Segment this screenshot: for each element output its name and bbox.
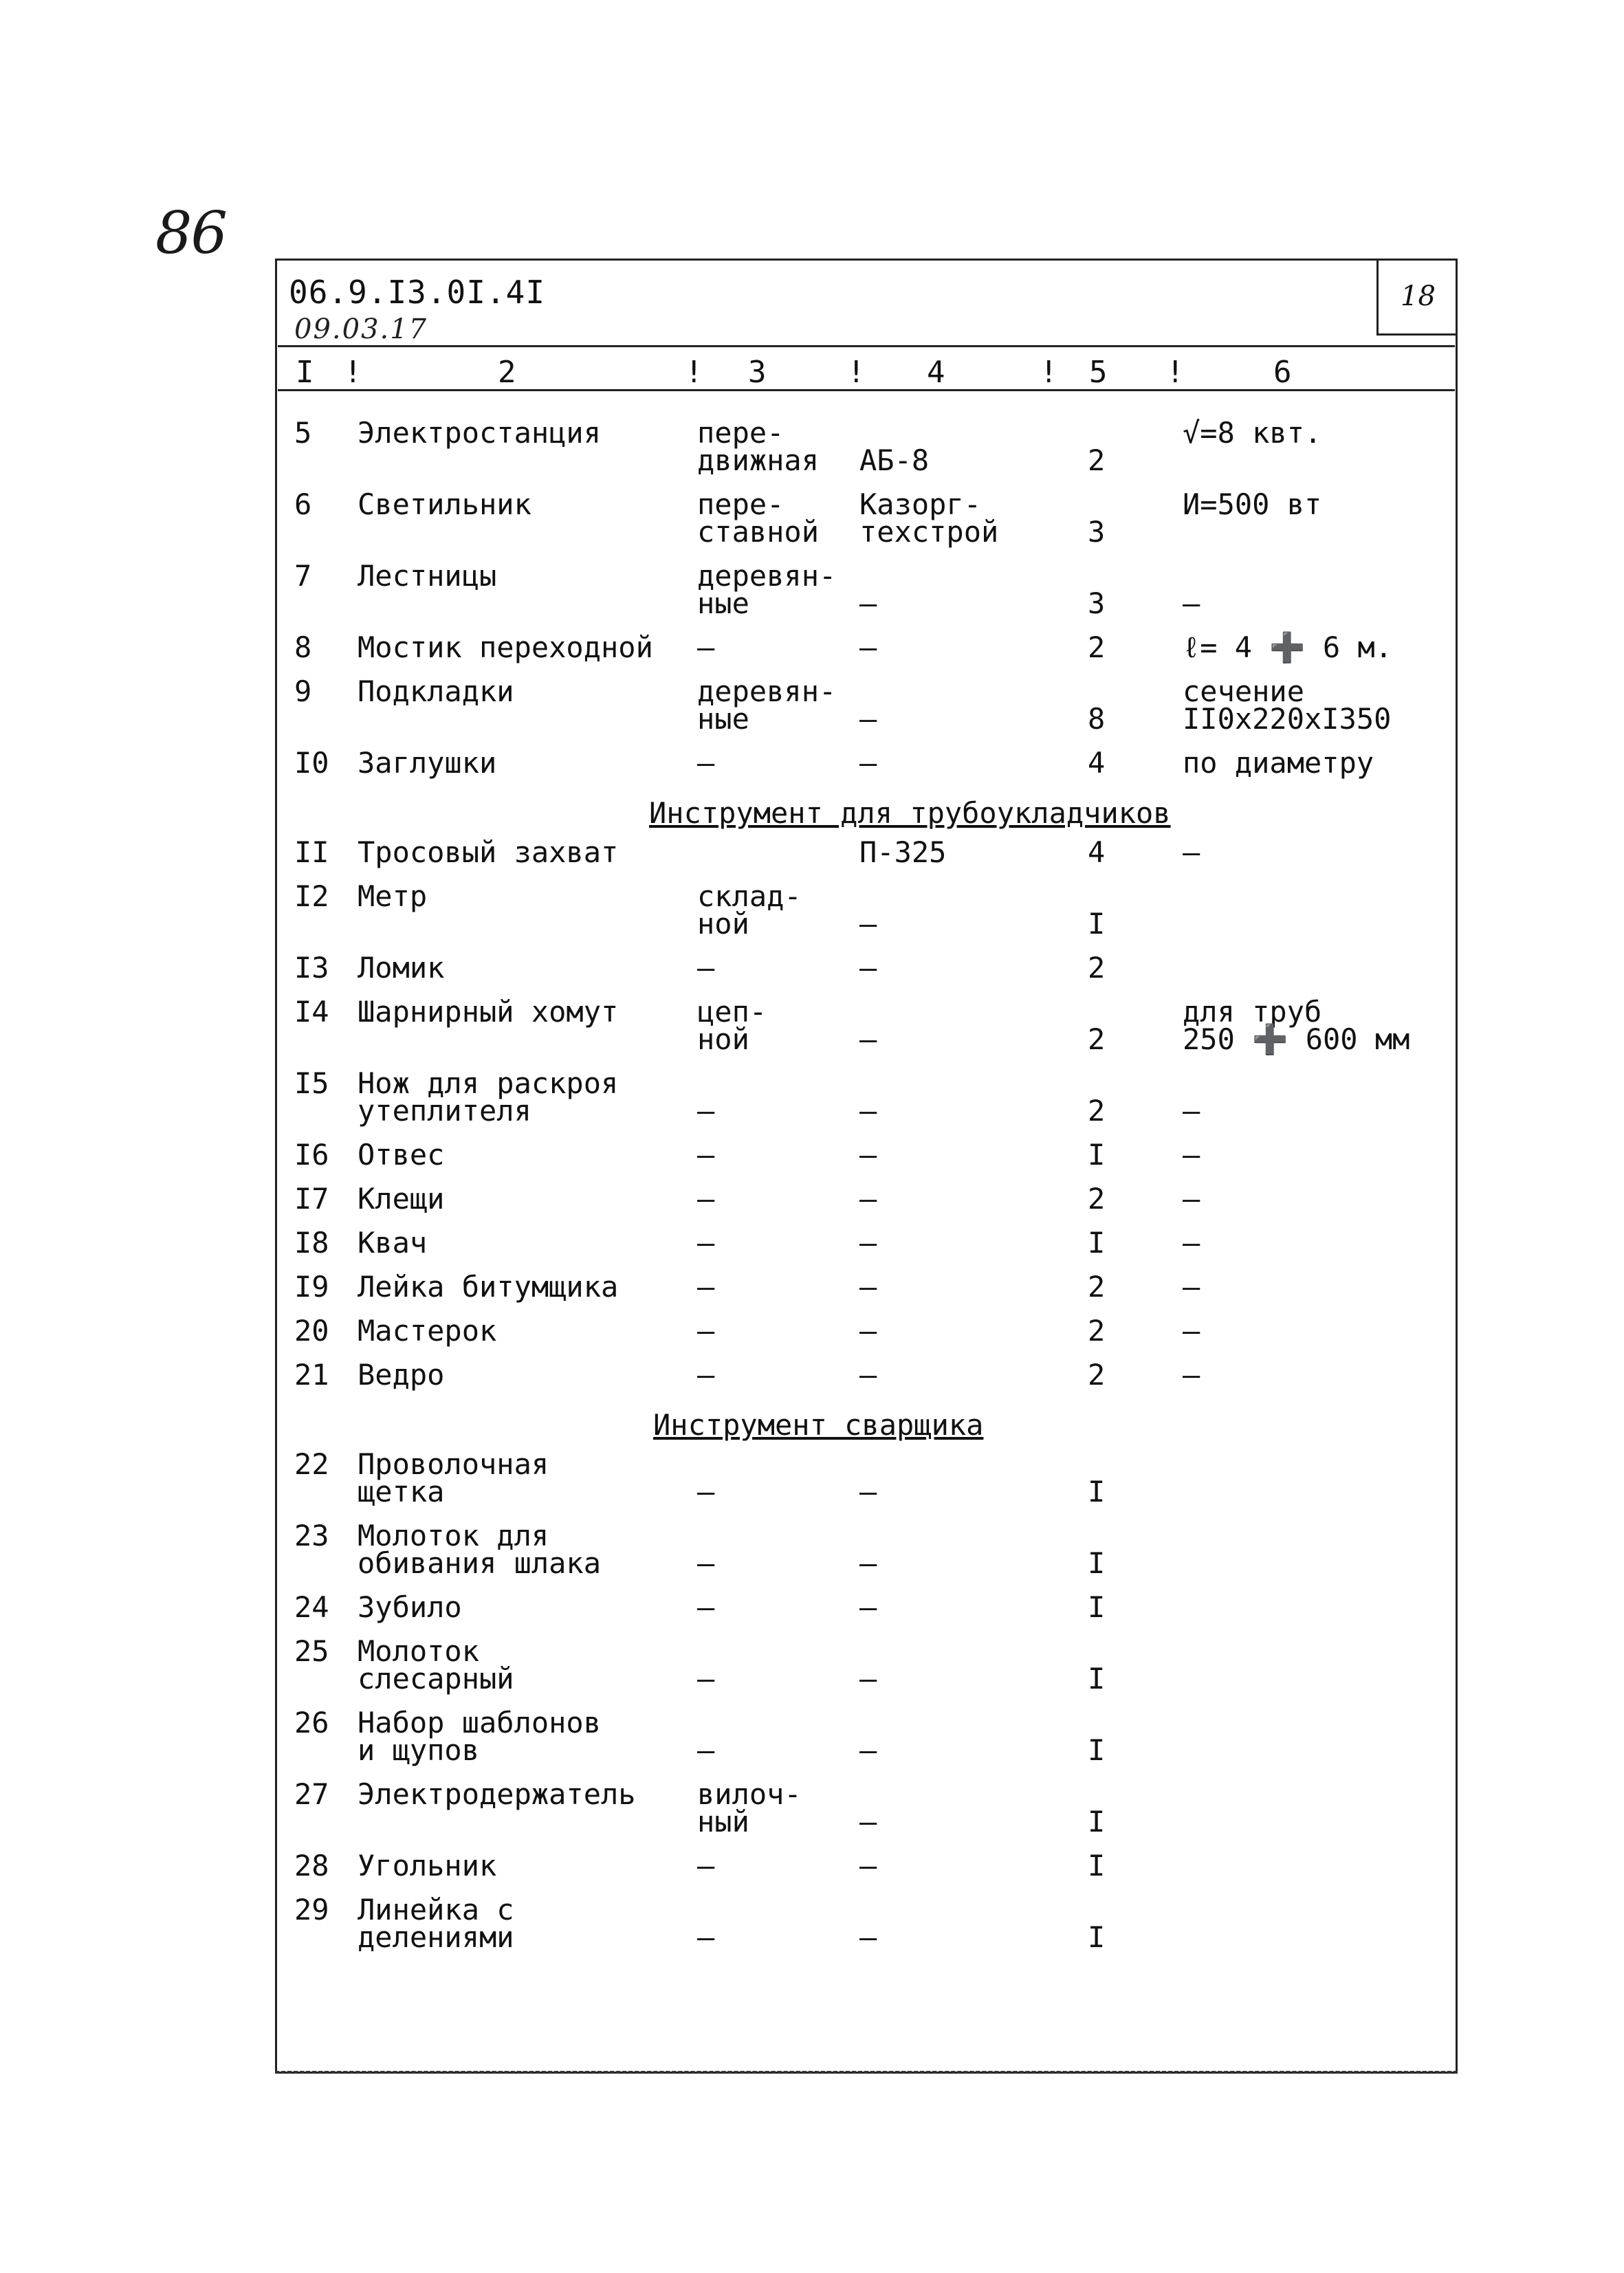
item-note: И=500 вт <box>1183 487 1322 521</box>
item-name: Ведро <box>358 1358 445 1392</box>
item-name: Клещи <box>358 1182 445 1216</box>
item-model: – <box>859 907 877 941</box>
item-note: – <box>1183 835 1200 869</box>
item-name: Электродержатель <box>358 1777 636 1811</box>
item-model: техстрой <box>859 515 999 549</box>
item-type: – <box>697 1358 715 1392</box>
item-quantity: 4 <box>1088 746 1106 780</box>
row-number: 9 <box>294 674 312 708</box>
item-quantity: I <box>1088 907 1106 941</box>
item-type: – <box>697 1849 715 1882</box>
item-type: – <box>697 1590 715 1624</box>
row-number: 28 <box>294 1849 329 1882</box>
item-note: – <box>1183 1358 1200 1392</box>
item-quantity: I <box>1088 1920 1106 1954</box>
item-name: Молоток <box>358 1634 480 1668</box>
item-name: Квач <box>358 1226 428 1260</box>
item-quantity: I <box>1088 1226 1106 1260</box>
column-header-I: I <box>296 355 314 390</box>
item-model: – <box>859 1094 877 1128</box>
item-quantity: 2 <box>1088 443 1106 477</box>
page-number: 86 <box>155 199 226 267</box>
row-number: 7 <box>294 559 312 593</box>
item-name: делениями <box>358 1920 514 1954</box>
row-number: 6 <box>294 487 312 521</box>
item-note: – <box>1183 586 1200 620</box>
item-model: – <box>859 1270 877 1304</box>
row-number: I7 <box>294 1182 329 1216</box>
item-type: ной <box>697 907 749 941</box>
item-name: Зубило <box>358 1590 462 1624</box>
item-type: – <box>697 1270 715 1304</box>
item-quantity: 2 <box>1088 1094 1106 1128</box>
column-separator: ! <box>344 355 362 390</box>
item-model: – <box>859 1805 877 1838</box>
row-number: 21 <box>294 1358 329 1392</box>
sheet-number: 18 <box>1401 280 1436 312</box>
item-quantity: I <box>1088 1475 1106 1508</box>
item-name: Набор шаблонов <box>358 1706 602 1739</box>
item-name: Мостик переходной <box>358 630 653 664</box>
item-model: – <box>859 1138 877 1172</box>
item-quantity: 2 <box>1088 1182 1106 1216</box>
column-separator: ! <box>685 355 703 390</box>
item-name: Отвес <box>358 1138 445 1172</box>
item-name: Линейка с <box>358 1893 514 1926</box>
item-name: щетка <box>358 1475 445 1508</box>
item-note: – <box>1183 1138 1200 1172</box>
item-quantity: 2 <box>1088 1314 1106 1348</box>
row-number: 23 <box>294 1519 329 1552</box>
item-note: – <box>1183 1094 1200 1128</box>
column-header-3: 3 <box>748 355 767 390</box>
item-quantity: 2 <box>1088 1022 1106 1056</box>
item-type: цеп- <box>697 995 767 1029</box>
row-number: I0 <box>294 746 329 780</box>
item-model: – <box>859 1546 877 1580</box>
item-name: обивания шлака <box>358 1546 602 1580</box>
item-model: – <box>859 630 877 664</box>
row-number: 20 <box>294 1314 329 1348</box>
row-number: 27 <box>294 1777 329 1811</box>
item-type: пере- <box>697 487 784 521</box>
item-name: Молоток для <box>358 1519 549 1552</box>
column-separator: ! <box>1040 355 1058 390</box>
section-heading: Инструмент для трубоукладчиков <box>649 796 1171 830</box>
item-quantity: I <box>1088 1733 1106 1767</box>
column-separator: ! <box>847 355 866 390</box>
item-note: ℓ= 4 ➕ 6 м. <box>1183 630 1393 664</box>
item-type: деревян- <box>697 674 837 708</box>
row-number: I5 <box>294 1066 329 1100</box>
row-number: 25 <box>294 1634 329 1668</box>
item-model: П-325 <box>859 835 947 869</box>
sheet-number-box <box>1376 259 1458 336</box>
item-model: – <box>859 1733 877 1767</box>
item-note: II0x220xI350 <box>1183 702 1392 736</box>
row-number: 26 <box>294 1706 329 1739</box>
item-model: – <box>859 1849 877 1882</box>
item-model: – <box>859 1590 877 1624</box>
item-quantity: I <box>1088 1138 1106 1172</box>
item-quantity: 8 <box>1088 702 1106 736</box>
item-type: – <box>697 1182 715 1216</box>
header-top-rule <box>278 345 1455 347</box>
item-type: – <box>697 1226 715 1260</box>
item-name: и щупов <box>358 1733 480 1767</box>
column-header-4: 4 <box>927 355 945 390</box>
row-number: 24 <box>294 1590 329 1624</box>
item-quantity: 4 <box>1088 835 1106 869</box>
item-quantity: 3 <box>1088 515 1106 549</box>
item-quantity: 3 <box>1088 586 1106 620</box>
item-model: – <box>859 746 877 780</box>
item-model: – <box>859 586 877 620</box>
item-quantity: I <box>1088 1662 1106 1695</box>
item-type: – <box>697 630 715 664</box>
row-number: 5 <box>294 416 312 450</box>
item-name: Подкладки <box>358 674 514 708</box>
item-quantity: 2 <box>1088 1358 1106 1392</box>
item-note: по диаметру <box>1183 746 1374 780</box>
item-name: Тросовый захват <box>358 835 619 869</box>
column-header-6: 6 <box>1273 355 1292 390</box>
item-type: пере- <box>697 416 784 450</box>
item-type: – <box>697 1920 715 1954</box>
item-name: слесарный <box>358 1662 514 1695</box>
item-name: Лестницы <box>358 559 497 593</box>
item-name: Шарнирный хомут <box>358 995 619 1029</box>
item-type: – <box>697 1733 715 1767</box>
item-name: Метр <box>358 879 428 913</box>
item-model: АБ-8 <box>859 443 930 477</box>
item-quantity: 2 <box>1088 951 1106 985</box>
item-quantity: 2 <box>1088 1270 1106 1304</box>
item-name: Ломик <box>358 951 445 985</box>
row-number: 22 <box>294 1447 329 1481</box>
item-model: – <box>859 1475 877 1508</box>
item-model: – <box>859 1022 877 1056</box>
item-quantity: I <box>1088 1849 1106 1882</box>
item-type: ставной <box>697 515 820 549</box>
item-note: – <box>1183 1226 1200 1260</box>
row-number: I2 <box>294 879 329 913</box>
item-name: Мастерок <box>358 1314 497 1348</box>
item-name: Нож для раскроя <box>358 1066 619 1100</box>
item-type: – <box>697 1546 715 1580</box>
item-note: сечение <box>1183 674 1305 708</box>
item-model: – <box>859 1226 877 1260</box>
item-name: Заглушки <box>358 746 497 780</box>
item-name: Светильник <box>358 487 531 521</box>
item-note: – <box>1183 1182 1200 1216</box>
item-quantity: I <box>1088 1590 1106 1624</box>
column-header-2: 2 <box>498 355 516 390</box>
item-type: – <box>697 951 715 985</box>
item-name: Проволочная <box>358 1447 549 1481</box>
item-quantity: I <box>1088 1805 1106 1838</box>
item-type: движная <box>697 443 820 477</box>
item-note: √=8 квт. <box>1183 416 1322 450</box>
item-type: ные <box>697 702 749 736</box>
item-note: – <box>1183 1270 1200 1304</box>
item-note: для труб <box>1183 995 1322 1029</box>
row-number: II <box>294 835 329 869</box>
item-type: ный <box>697 1805 749 1838</box>
item-model: – <box>859 1662 877 1695</box>
item-type: – <box>697 1094 715 1128</box>
column-separator: ! <box>1166 355 1185 390</box>
row-number: I9 <box>294 1270 329 1304</box>
item-type: склад- <box>697 879 802 913</box>
item-type: деревян- <box>697 559 837 593</box>
item-type: – <box>697 1138 715 1172</box>
item-name: Лейка битумщика <box>358 1270 619 1304</box>
frame-bottom-dashed-line <box>275 2071 1458 2073</box>
item-model: – <box>859 1920 877 1954</box>
item-model: – <box>859 1358 877 1392</box>
row-number: 29 <box>294 1893 329 1926</box>
section-heading: Инструмент сварщика <box>653 1408 984 1442</box>
item-model: – <box>859 1314 877 1348</box>
row-number: I3 <box>294 951 329 985</box>
item-note: 250 ➕ 600 мм <box>1183 1022 1410 1056</box>
document-date: 09.03.17 <box>294 314 428 345</box>
item-type: вилоч- <box>697 1777 802 1811</box>
item-name: утеплителя <box>358 1094 531 1128</box>
item-quantity: I <box>1088 1546 1106 1580</box>
item-model: – <box>859 702 877 736</box>
item-type: – <box>697 1475 715 1508</box>
item-name: Электростанция <box>358 416 602 450</box>
item-type: ные <box>697 586 749 620</box>
item-model: – <box>859 1182 877 1216</box>
row-number: I4 <box>294 995 329 1029</box>
row-number: I6 <box>294 1138 329 1172</box>
item-type: – <box>697 1662 715 1695</box>
item-type: ной <box>697 1022 749 1056</box>
item-quantity: 2 <box>1088 630 1106 664</box>
document-code: 06.9.I3.0I.4I <box>289 274 546 311</box>
item-model: – <box>859 951 877 985</box>
item-model: Казорг- <box>859 487 982 521</box>
item-type: – <box>697 1314 715 1348</box>
row-number: 8 <box>294 630 312 664</box>
item-name: Угольник <box>358 1849 497 1882</box>
item-type: – <box>697 746 715 780</box>
row-number: I8 <box>294 1226 329 1260</box>
column-header-5: 5 <box>1089 355 1108 390</box>
item-note: – <box>1183 1314 1200 1348</box>
